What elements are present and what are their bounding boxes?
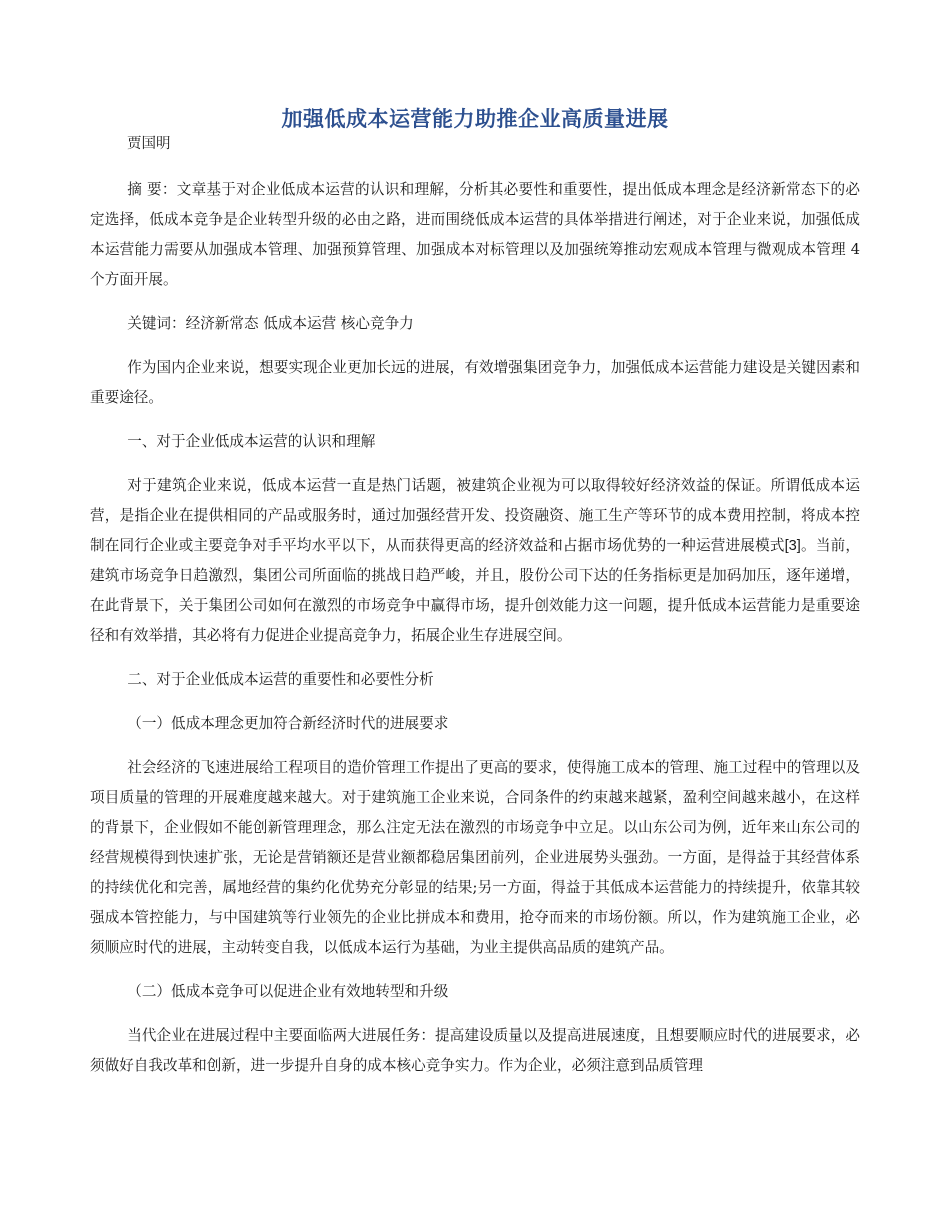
keywords-paragraph: 关键词：经济新常态 低成本运营 核心竞争力 <box>127 315 414 332</box>
section-1-paragraph <box>90 471 860 651</box>
author-name: 贾国明 <box>127 136 171 152</box>
abstract-paragraph: 摘 要：文章基于对企业低成本运营的认识和理解，分析其必要性和重要性，提出低成本理念是经济新常态下的必定选择，低成本竞争是企业转型升级的必由之路，进而围绕低成本运营的具体举措进行阐述，对于企业来说，加强低成本运营能力需要从加强成本管理、加强预算管理、加强成本对标管理以及加强统筹推动宏观成本管理与微观成本管理 4 个方面开展。 <box>90 181 860 288</box>
section-2-2-heading: （二）低成本竞争可以促进企业有效地转型和升级 <box>127 983 449 1000</box>
citation-reference: [3] <box>784 538 801 554</box>
section-2-2-paragraph: 当代企业在进展过程中主要面临两大进展任务：提高建设质量以及提高进展速度，且想要顺应时代的进展要求，必须做好自我改革和创新，进一步提升自身的成本核心竞争实力。作为企业，必须注意到品质管理 <box>90 1027 860 1074</box>
section-2-heading: 二、对于企业低成本运营的重要性和必要性分析 <box>127 671 434 688</box>
section-1-text-part-1: 对于建筑企业来说，低成本运营一直是热门话题，被建筑企业视为可以取得较好经济效益的保证。所谓低成本运营，是指企业在提供相同的产品或服务时，通过加强经营开发、投资融资、施工生产等环节的成本费用控制，将成本控制在同行企业或主要竞争对手平均水平以下，从而获得更高的经济效益和占据市场优势的一种运营进展模式 <box>90 477 860 554</box>
section-1-heading: 一、对于企业低成本运营的认识和理解 <box>127 433 376 450</box>
intro-paragraph: 作为国内企业来说，想要实现企业更加长远的进展，有效增强集团竞争力，加强低成本运营能力建设是关键因素和重要途径。 <box>90 359 860 406</box>
section-2-1-heading: （一）低成本理念更加符合新经济时代的进展要求 <box>127 715 449 732</box>
section-1-text-part-2: 。当前，建筑市场竞争日趋激烈，集团公司所面临的挑战日趋严峻，并且，股份公司下达的任务指标更是加码加压，逐年递增，在此背景下，关于集团公司如何在激烈的市场竞争中赢得市场，提升创效能力这一问题，提升低成本运营能力是重要途径和有效举措，其必将有力促进企业提高竞争力，拓展企业生存进展空间。 <box>90 537 860 644</box>
document-body <box>90 175 860 1095</box>
section-2-1-paragraph: 社会经济的飞速进展给工程项目的造价管理工作提出了更高的要求，使得施工成本的管理、施工过程中的管理以及项目质量的管理的开展难度越来越大。对于建筑施工企业来说，合同条件的约束越来越紧，盈利空间越来越小，在这样的背景下，企业假如不能创新管理理念，那么注定无法在激烈的市场竞争中立足。以山东公司为例，近年来山东公司的经营规模得到快速扩张，无论是营销额还是营业额都稳居集团前列，企业进展势头强劲。一方面，是得益于其经营体系的持续优化和完善，属地经营的集约化优势充分彰显的结果;另一方面，得益于其低成本运营能力的持续提升，依靠其较强成本管控能力，与中国建筑等行业领先的企业比拼成本和费用，抢夺而来的市场份额。所以，作为建筑施工企业，必须顺应时代的进展，主动转变自我，以低成本运行为基础，为业主提供高品质的建筑产品。 <box>90 759 860 956</box>
document-title: 加强低成本运营能力助推企业高质量进展 <box>281 107 669 131</box>
